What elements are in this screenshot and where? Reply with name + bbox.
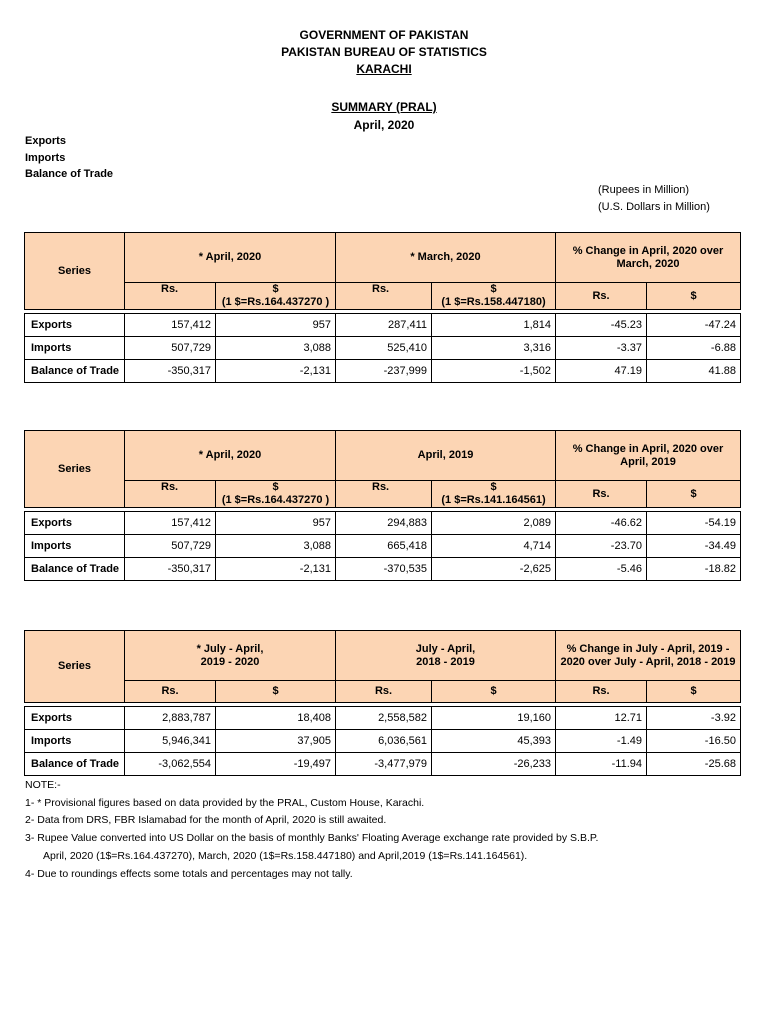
sub-rs: Rs. bbox=[336, 481, 432, 508]
sub-rs: Rs. bbox=[556, 481, 647, 508]
summary-title-text: SUMMARY (PRAL) bbox=[331, 100, 437, 114]
units-rupees: (Rupees in Million) bbox=[598, 184, 690, 196]
cell: -3,062,554 bbox=[125, 753, 216, 776]
cell: 2,883,787 bbox=[125, 707, 216, 730]
row-label: Exports bbox=[25, 512, 125, 535]
col-b-line2: 2018 - 2019 bbox=[416, 655, 475, 668]
col-march-2020: * March, 2020 bbox=[336, 233, 556, 283]
cell: -237,999 bbox=[336, 360, 432, 383]
cell: 157,412 bbox=[125, 512, 216, 535]
col-b-line1: July - April, bbox=[415, 642, 476, 655]
sub-dollar-sign: $ bbox=[490, 283, 497, 295]
cell: -11.94 bbox=[556, 753, 647, 776]
sub-dollar bbox=[432, 481, 556, 508]
cell: 507,729 bbox=[125, 337, 216, 360]
cell: 47.19 bbox=[556, 360, 647, 383]
col-pct-change: % Change in July - April, 2019 - 2020 over July - April, 2018 - 2019 bbox=[556, 631, 741, 681]
sub-dollar: $ bbox=[216, 681, 336, 703]
cell: 157,412 bbox=[125, 314, 216, 337]
cell: -16.50 bbox=[647, 730, 741, 753]
cell: -34.49 bbox=[647, 535, 741, 558]
series-header: Series bbox=[25, 431, 125, 508]
table-row bbox=[25, 707, 741, 730]
notes-title: NOTE:- bbox=[25, 779, 61, 791]
cell: 41.88 bbox=[647, 360, 741, 383]
sub-dollar: $ bbox=[647, 681, 741, 703]
table-april-vs-march bbox=[24, 232, 741, 383]
sub-dollar-sign: $ bbox=[272, 283, 279, 295]
cell: -3,477,979 bbox=[336, 753, 432, 776]
cell: -25.68 bbox=[647, 753, 741, 776]
row-label: Exports bbox=[25, 707, 125, 730]
series-header: Series bbox=[25, 631, 125, 703]
sub-rate: (1 $=Rs.141.164561) bbox=[441, 494, 546, 506]
cell: -26,233 bbox=[432, 753, 556, 776]
sub-rs: Rs. bbox=[336, 681, 432, 703]
units-note bbox=[598, 182, 710, 216]
cell: 19,160 bbox=[432, 707, 556, 730]
table-row bbox=[25, 314, 741, 337]
cell: -1,502 bbox=[432, 360, 556, 383]
cell: -45.23 bbox=[556, 314, 647, 337]
summary-title bbox=[0, 98, 768, 116]
table-row bbox=[25, 512, 741, 535]
sub-dollar-sign: $ bbox=[272, 481, 279, 493]
table-july-april bbox=[24, 630, 741, 776]
cell: 525,410 bbox=[336, 337, 432, 360]
row-label: Balance of Trade bbox=[25, 558, 125, 581]
table-row bbox=[25, 730, 741, 753]
cell: 2,089 bbox=[432, 512, 556, 535]
table-row bbox=[25, 360, 741, 383]
cell: 5,946,341 bbox=[125, 730, 216, 753]
cell: 507,729 bbox=[125, 535, 216, 558]
cell: -2,625 bbox=[432, 558, 556, 581]
col-a-line1: * July - April, bbox=[196, 642, 264, 655]
col-april-2020: * April, 2020 bbox=[125, 431, 336, 481]
series-header: Series bbox=[25, 233, 125, 310]
sub-rs: Rs. bbox=[125, 283, 216, 310]
sub-rs: Rs. bbox=[125, 681, 216, 703]
sub-rate: (1 $=Rs.158.447180) bbox=[441, 296, 546, 308]
header-bureau: PAKISTAN BUREAU OF STATISTICS bbox=[281, 45, 487, 59]
cell: -46.62 bbox=[556, 512, 647, 535]
sub-rate: (1 $=Rs.164.437270 ) bbox=[221, 494, 330, 506]
cell: -1.49 bbox=[556, 730, 647, 753]
cell: 1,814 bbox=[432, 314, 556, 337]
cell: -370,535 bbox=[336, 558, 432, 581]
table-row bbox=[25, 337, 741, 360]
row-label: Imports bbox=[25, 337, 125, 360]
row-label: Exports bbox=[25, 314, 125, 337]
cell: -18.82 bbox=[647, 558, 741, 581]
cell: -3.37 bbox=[556, 337, 647, 360]
cell: 4,714 bbox=[432, 535, 556, 558]
notes bbox=[25, 777, 598, 883]
cell: -47.24 bbox=[647, 314, 741, 337]
cell: -350,317 bbox=[125, 360, 216, 383]
sub-rs: Rs. bbox=[556, 681, 647, 703]
units-dollars: (U.S. Dollars in Million) bbox=[598, 201, 710, 213]
sub-dollar: $ bbox=[647, 283, 741, 310]
cell: -350,317 bbox=[125, 558, 216, 581]
left-list bbox=[25, 133, 113, 183]
cell: -23.70 bbox=[556, 535, 647, 558]
sub-dollar bbox=[216, 481, 336, 508]
cell: -2,131 bbox=[216, 360, 336, 383]
table-april-vs-april bbox=[24, 430, 741, 581]
cell: -3.92 bbox=[647, 707, 741, 730]
cell: -19,497 bbox=[216, 753, 336, 776]
row-label: Balance of Trade bbox=[25, 753, 125, 776]
note-2: 2- Data from DRS, FBR Islamabad for the month of April, 2020 is still awaited. bbox=[25, 814, 387, 827]
cell: 287,411 bbox=[336, 314, 432, 337]
cell: 6,036,561 bbox=[336, 730, 432, 753]
left-list-item: Imports bbox=[25, 151, 66, 164]
cell: 3,316 bbox=[432, 337, 556, 360]
col-pct-change: % Change in April, 2020 over March, 2020 bbox=[556, 233, 741, 283]
sub-dollar: $ bbox=[647, 481, 741, 508]
col-april-2020: * April, 2020 bbox=[125, 233, 336, 283]
col-a-line2: 2019 - 2020 bbox=[200, 655, 260, 668]
note-1: 1- * Provisional figures based on data provided by the PRAL, Custom House, Karachi. bbox=[25, 796, 425, 809]
cell: 3,088 bbox=[216, 535, 336, 558]
table-row bbox=[25, 535, 741, 558]
row-label: Imports bbox=[25, 730, 125, 753]
note-3-continued: April, 2020 (1$=Rs.164.437270), March, 2020 (1$=Rs.158.447180) and April,2019 (1$=Rs.141.164561). bbox=[43, 849, 528, 862]
sub-dollar bbox=[432, 283, 556, 310]
sub-rs: Rs. bbox=[556, 283, 647, 310]
sub-dollar bbox=[216, 283, 336, 310]
cell: -54.19 bbox=[647, 512, 741, 535]
sub-rs: Rs. bbox=[125, 481, 216, 508]
cell: 957 bbox=[216, 314, 336, 337]
row-label: Imports bbox=[25, 535, 125, 558]
col-pct-change: % Change in April, 2020 over April, 2019 bbox=[556, 431, 741, 481]
cell: 2,558,582 bbox=[336, 707, 432, 730]
left-list-item: Exports bbox=[25, 135, 66, 147]
sub-rate: (1 $=Rs.164.437270 ) bbox=[221, 296, 330, 308]
summary-month: April, 2020 bbox=[353, 118, 415, 132]
sub-rs: Rs. bbox=[336, 283, 432, 310]
cell: 12.71 bbox=[556, 707, 647, 730]
sub-dollar: $ bbox=[432, 681, 556, 703]
col-july-april-2019-2020 bbox=[125, 631, 336, 681]
cell: 45,393 bbox=[432, 730, 556, 753]
note-4: 4- Due to roundings effects some totals and percentages may not tally. bbox=[25, 867, 353, 880]
sub-dollar-sign: $ bbox=[490, 481, 497, 493]
col-july-april-2018-2019 bbox=[336, 631, 556, 681]
col-april-2019: April, 2019 bbox=[336, 431, 556, 481]
cell: 37,905 bbox=[216, 730, 336, 753]
cell: 294,883 bbox=[336, 512, 432, 535]
header-city bbox=[0, 60, 768, 78]
cell: 3,088 bbox=[216, 337, 336, 360]
cell: -5.46 bbox=[556, 558, 647, 581]
row-label: Balance of Trade bbox=[25, 360, 125, 383]
cell: -2,131 bbox=[216, 558, 336, 581]
cell: 957 bbox=[216, 512, 336, 535]
left-list-item: Balance of Trade bbox=[25, 168, 114, 180]
cell: 18,408 bbox=[216, 707, 336, 730]
header-gov: GOVERNMENT OF PAKISTAN bbox=[299, 28, 469, 42]
table-row bbox=[25, 753, 741, 776]
cell: 665,418 bbox=[336, 535, 432, 558]
header-city-text: KARACHI bbox=[356, 62, 412, 76]
cell: -6.88 bbox=[647, 337, 741, 360]
table-row bbox=[25, 558, 741, 581]
note-3: 3- Rupee Value converted into US Dollar on the basis of monthly Banks' Floating Average exchange rate provided by S.B.P. bbox=[25, 832, 599, 845]
